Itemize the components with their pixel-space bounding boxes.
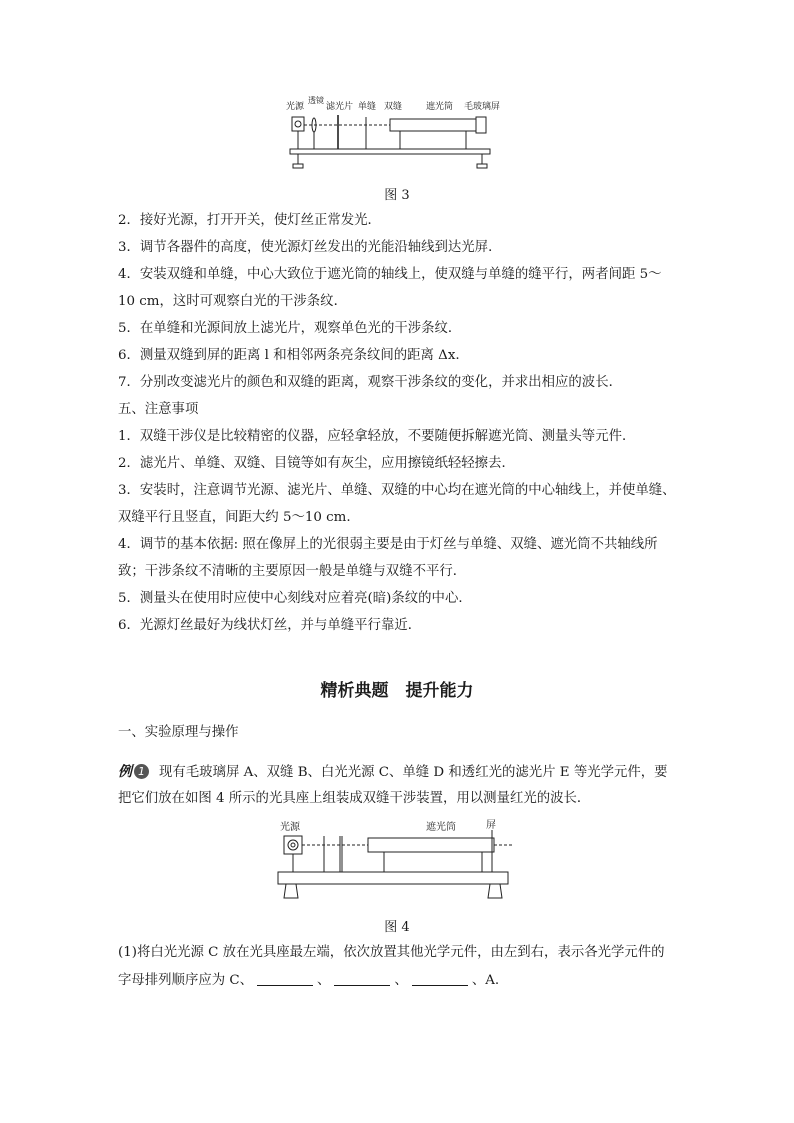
question-1-suffix: 、A. — [471, 973, 500, 988]
step-4: 4．安装双缝和单缝，中心大致位于遮光筒的轴线上，使双缝与单缝的缝平行，两者间距 5～ — [118, 267, 662, 282]
answer-blank-2[interactable] — [334, 973, 390, 986]
optical-bench-4 — [278, 872, 508, 884]
note-3-cont: 双缝平行且竖直，间距大约 5～10 cm. — [118, 510, 351, 525]
fig3-label-lens: 透镜 — [308, 96, 324, 105]
shading-tube — [390, 119, 476, 131]
example-text-1: 现有毛玻璃屏 A、双缝 B、白光光源 C、单缝 D 和透红光的滤光片 E 等光学元件，要 — [159, 765, 668, 780]
step-2: 2．接好光源，打开开关，使灯丝正常发光． — [118, 213, 381, 228]
note-2: 2．滤光片、单缝、双缝、目镜等如有灰尘，应用擦镜纸轻轻擦去． — [118, 456, 515, 471]
example-badge-label: 例 — [118, 764, 132, 780]
note-3: 3．安装时，注意调节光源、滤光片、单缝、双缝的中心均在遮光筒的中心轴线上，并使单缝、 — [118, 483, 676, 498]
question-1-prefix: 字母排列顺序应为 C、 — [118, 973, 254, 988]
fig3-label-filter: 滤光片 — [326, 102, 354, 112]
section-title: 精析典题 提升能力 — [320, 681, 474, 701]
figure-4-caption: 图 4 — [384, 920, 410, 935]
answer-blank-1[interactable] — [257, 973, 313, 986]
note-4: 4．调节的基本依据: 照在像屏上的光很弱主要是由于灯丝与单缝、双缝、遮光筒不共轴线所 — [118, 537, 658, 552]
figure-3-diagram — [280, 95, 510, 177]
light-source-box — [292, 117, 304, 131]
step-3: 3．调节各器件的高度，使光源灯丝发出的光能沿轴线到达光屏． — [118, 240, 502, 255]
step-7: 7．分别改变滤光片的颜色和双缝的距离，观察干涉条纹的变化，并求出相应的波长． — [118, 375, 622, 390]
light-source-4 — [284, 836, 302, 854]
fig4-label-tube: 遮光筒 — [426, 822, 456, 833]
fig3-label-tube: 遮光筒 — [426, 102, 454, 112]
answer-blank-3[interactable] — [412, 973, 468, 986]
step-4-cont: 10 cm，这时可观察白光的干涉条纹． — [118, 294, 347, 309]
note-5: 5．测量头在使用时应使中心刻线对应着亮(暗)条纹的中心． — [118, 591, 472, 606]
optical-bench — [290, 149, 490, 154]
note-6: 6．光源灯丝最好为线状灯丝，并与单缝平行靠近． — [118, 618, 422, 633]
example-number-badge: 1 — [134, 764, 149, 779]
fig3-label-screen: 毛玻璃屏 — [464, 102, 501, 112]
shading-tube-4 — [368, 838, 494, 852]
figure-4-diagram — [268, 818, 522, 906]
notes-heading: 五、注意事项 — [118, 402, 199, 417]
fig4-label-screen: 屏 — [486, 820, 496, 831]
note-1: 1．双缝干涉仪是比较精密的仪器，应轻拿轻放，不要随便拆解遮光筒、测量头等元件． — [118, 429, 636, 444]
example-line-2: 把它们放在如图 4 所示的光具座上组装成双缝干涉装置，用以测量红光的波长． — [118, 791, 591, 806]
blank-separator-1: 、 — [317, 973, 331, 988]
fig3-label-double-slit: 双缝 — [384, 102, 403, 112]
subsection-title: 一、实验原理与操作 — [118, 725, 239, 740]
step-5: 5．在单缝和光源间放上滤光片，观察单色光的干涉条纹． — [118, 321, 462, 336]
step-6: 6．测量双缝到屏的距离 l 和相邻两条亮条纹间的距离 Δx. — [118, 348, 460, 363]
question-1-line-2 — [118, 972, 499, 990]
fig3-label-single-slit: 单缝 — [358, 102, 377, 112]
blank-separator-2: 、 — [394, 973, 408, 988]
question-1-line-1: (1)将白光光源 C 放在光具座最左端，依次放置其他光学元件，由左到右，表示各光学元件的 — [118, 945, 665, 960]
example-line-1 — [118, 763, 668, 782]
figure-3-caption: 图 3 — [384, 188, 410, 203]
fig4-label-light-source: 光源 — [280, 822, 300, 833]
note-4-cont: 致；干涉条纹不清晰的主要原因一般是单缝与双缝不平行． — [118, 564, 467, 579]
fig3-label-light-source: 光源 — [286, 102, 305, 112]
